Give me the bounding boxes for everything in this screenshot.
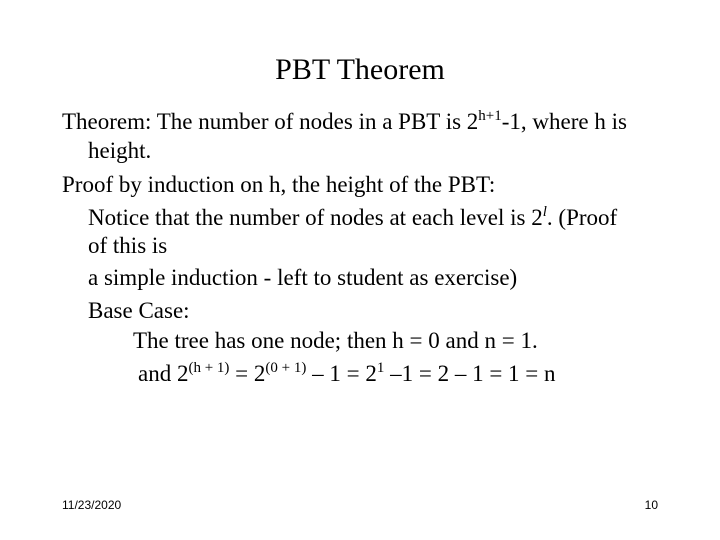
theorem-text-part1: Theorem: The number of nodes in a PBT is 2 bbox=[62, 109, 479, 134]
formula-part4: –1 = 2 – 1 = 1 = n bbox=[384, 361, 556, 386]
notice-continuation-2: a simple induction - left to student as exercise) bbox=[88, 265, 518, 290]
theorem-statement bbox=[62, 108, 627, 136]
footer-page-number: 10 bbox=[644, 498, 658, 512]
notice-statement bbox=[88, 204, 617, 232]
formula-exponent-2: (0 + 1) bbox=[265, 360, 307, 376]
formula-exponent-1: (h + 1) bbox=[188, 360, 230, 376]
formula-part1: and 2 bbox=[138, 361, 189, 386]
formula-exponent-3: 1 bbox=[376, 360, 385, 376]
formula-part2: = 2 bbox=[229, 361, 266, 386]
base-case-line-2 bbox=[138, 360, 556, 388]
theorem-exponent: h+1 bbox=[478, 108, 502, 124]
proof-intro: Proof by induction on h, the height of the PBT: bbox=[62, 172, 496, 197]
slide-title: PBT Theorem bbox=[275, 53, 445, 86]
base-case-line-1: The tree has one node; then h = 0 and n = 1. bbox=[133, 328, 538, 353]
theorem-text-part2: -1, where h is bbox=[501, 109, 627, 134]
notice-text-part1: Notice that the number of nodes at each level is 2 bbox=[88, 205, 543, 230]
base-case-label: Base Case: bbox=[88, 298, 190, 323]
formula-part3: – 1 = 2 bbox=[306, 361, 377, 386]
footer-date: 11/23/2020 bbox=[62, 498, 122, 512]
notice-exponent: l bbox=[542, 204, 547, 220]
theorem-continuation: height. bbox=[88, 138, 152, 163]
notice-text-part2: . (Proof bbox=[546, 205, 618, 230]
notice-continuation-1: of this is bbox=[88, 233, 168, 258]
